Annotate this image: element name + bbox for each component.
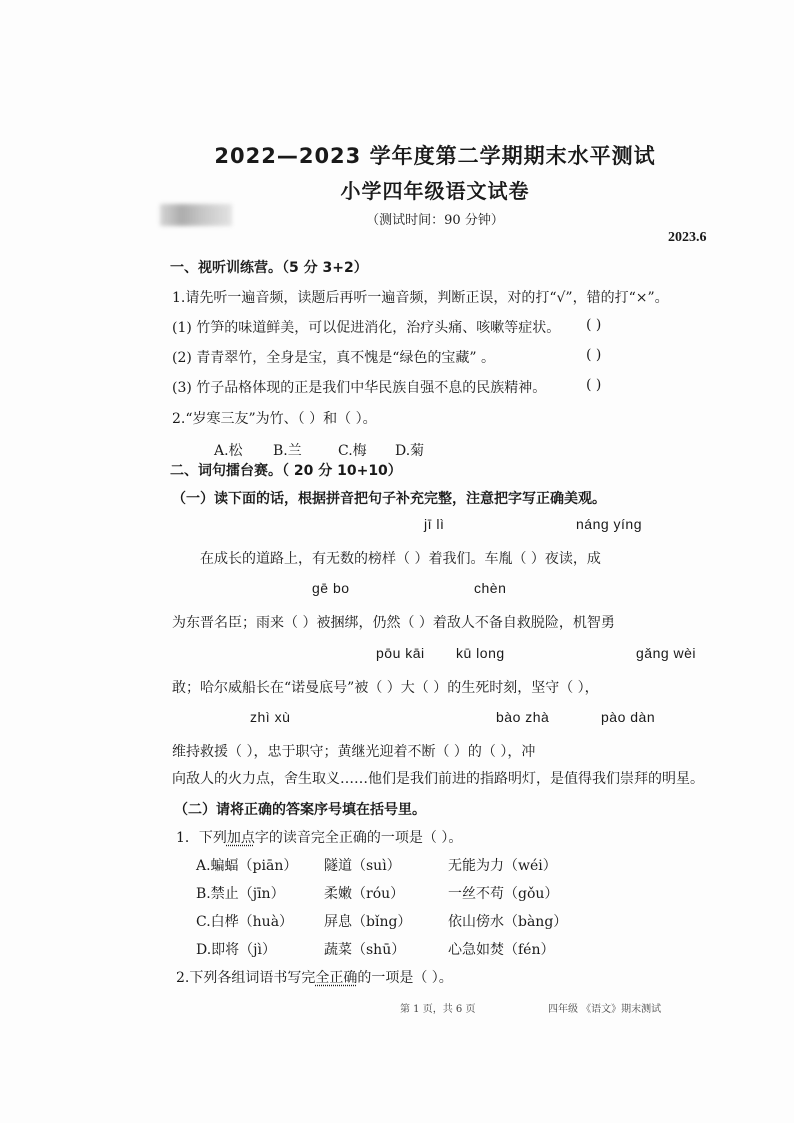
mc-q1-c2: 屏息（bǐng） <box>324 914 412 930</box>
page-subtitle: 小学四年级语文试卷 <box>340 179 530 203</box>
pinyin-paodan: pào dàn <box>601 709 656 725</box>
pinyin-chen: chèn <box>474 580 507 596</box>
pinyin-kulong: kū long <box>456 645 505 661</box>
test-duration: （测试时间：90 分钟） <box>366 213 504 228</box>
pinyin-zhixu: zhì xù <box>250 709 291 725</box>
option-a: A.松 <box>214 443 243 459</box>
judge-item-1: (1) 竹笋的味道鲜美，可以促进消化，治疗头痛、咳嗽等症状。 <box>172 320 561 336</box>
part2-heading: （二）请将正确的答案序号填在括号里。 <box>174 802 426 818</box>
mc-q1-d1: D.即将（jì） <box>196 942 276 958</box>
judge-blank-3[interactable]: ( ) <box>586 377 602 393</box>
q1-prompt: 1.请先听一遍音频，读题后再听一遍音频，判断正误，对的打“√”，错的打“×”。 <box>172 290 669 306</box>
option-d: D.菊 <box>395 443 425 459</box>
section1-heading: 一、视听训练营。（5 分 3+2） <box>170 260 368 276</box>
footer-subject: 四年级 《语文》期末测试 <box>548 1004 662 1015</box>
judge-blank-1[interactable]: ( ) <box>586 317 602 333</box>
mc-q1-d3: 心急如焚（fén） <box>448 942 555 958</box>
pinyin-poukai: pōu kāi <box>376 645 425 661</box>
mc-q1-b2: 柔嫩（róu） <box>324 886 405 902</box>
judge-blank-2[interactable]: ( ) <box>586 347 602 363</box>
judge-item-2: (2) 青青翠竹，全身是宝，真不愧是“绿色的宝藏” 。 <box>172 350 496 366</box>
pinyin-gebo: gē bo <box>312 580 350 596</box>
mc-q1-b1: B.禁止（jīn） <box>196 886 285 902</box>
mc-q1-a3: 无能为力（wéi） <box>448 858 557 874</box>
pinyin-baozha: bào zhà <box>496 709 550 725</box>
footer-page: 第 1 页，共 6 页 <box>400 1004 476 1015</box>
section2-heading: 二、词句擂台赛。（ 20 分 10+10） <box>170 463 402 479</box>
passage-line-5: 向敌人的火力点，舍生取义……他们是我们前进的指路明灯，是值得我们崇拜的明星。 <box>172 771 704 787</box>
judge-item-3: (3) 竹子品格体现的正是我们中华民族自强不息的民族精神。 <box>172 380 547 396</box>
pinyin-nangying: náng yíng <box>576 516 642 532</box>
passage-line-2: 为东晋名臣；雨来（ ）被捆绑，仍然（ ）着敌人不备自救脱险，机智勇 <box>172 615 615 631</box>
passage-line-1: 在成长的道路上，有无数的榜样（ ）着我们。车胤（ ）夜读，成 <box>200 551 601 567</box>
mc-q1-d2: 蔬菜（shū） <box>324 942 406 958</box>
mc-q1-c1: C.白桦（huà） <box>196 914 294 930</box>
mc-q1-b3: 一丝不苟（gǒu） <box>448 886 559 902</box>
passage-line-4: 维持救援（ ），忠于职守；黄继光迎着不断（ ）的（ ），冲 <box>172 744 536 760</box>
mc-q2-prompt: 2.下列各组词语书写完全正确的一项是（ ）。 <box>176 970 453 986</box>
mc-q1-a2: 隧道（suì） <box>324 858 401 874</box>
option-c: C.梅 <box>338 443 367 459</box>
pinyin-jili: jī lì <box>424 516 445 532</box>
pinyin-gangwei: gǎng wèi <box>636 645 697 661</box>
passage-line-3: 敢；哈尔威船长在“诺曼底号”被（ ）大（ ）的生死时刻，坚守（ ）， <box>172 680 599 696</box>
exam-date: 2023.6 <box>668 230 707 245</box>
q2-prompt: 2.“岁寒三友”为竹、（ ）和（ ）。 <box>172 411 377 427</box>
mc-q1-prompt: 1．下列加点字的读音完全正确的一项是（ ）。 <box>176 830 463 846</box>
mc-q1-c3: 依山傍水（bàng） <box>448 914 568 930</box>
page-title: 2022—2023 学年度第二学期期末水平测试 <box>214 144 656 168</box>
part1-heading: （一）读下面的话，根据拼音把句子补充完整，注意把字写正确美观。 <box>172 491 606 507</box>
option-b: B.兰 <box>273 443 302 459</box>
mc-q1-a1: A.蝙蝠（piān） <box>196 858 298 874</box>
